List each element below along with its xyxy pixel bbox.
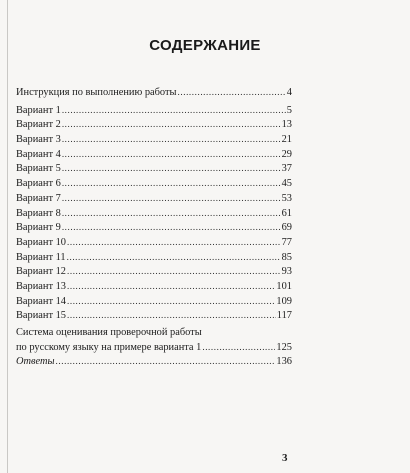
toc-entry-label: Вариант 7 [16, 192, 61, 204]
toc-entry-label: Вариант 14 [16, 295, 66, 307]
toc-entry-label: Вариант 13 [16, 280, 66, 292]
toc-entry-label: Вариант 1 [16, 104, 61, 116]
toc-entry-page: 29 [281, 148, 292, 160]
toc-leader-dots [62, 220, 281, 235]
toc-leader-dots [67, 294, 275, 309]
page-number: 3 [282, 452, 288, 464]
page-gutter-line [7, 0, 8, 473]
toc-entry-variant[interactable] [16, 147, 292, 162]
toc-leader-dots [62, 147, 281, 162]
toc-entry-page: 125 [276, 341, 292, 353]
toc-entry-page: 61 [281, 207, 292, 219]
toc-entry-page: 69 [281, 222, 292, 234]
toc-entry-label: Вариант 10 [16, 236, 66, 248]
toc-entry-page: 4 [286, 87, 292, 98]
toc-leader-dots [62, 161, 281, 176]
toc-entry-variant[interactable] [16, 294, 292, 309]
toc-entry-variant[interactable] [16, 220, 292, 235]
toc-entry-variant[interactable] [16, 264, 292, 279]
toc-entry-page: 85 [281, 251, 292, 263]
toc-entry-label: по русскому языку на примере варианта 1 [16, 341, 202, 353]
toc-leader-dots [62, 103, 286, 118]
toc-entry-variant[interactable] [16, 235, 292, 250]
toc-leader-dots [67, 308, 276, 323]
toc-entry-page: 117 [276, 310, 292, 322]
page-title: СОДЕРЖАНИЕ [149, 37, 261, 54]
toc-entry-variant[interactable] [16, 132, 292, 147]
toc-entry-page: 45 [281, 178, 292, 190]
toc-entry-variant[interactable] [16, 206, 292, 221]
toc-entry-label: Вариант 5 [16, 163, 61, 175]
toc-entry-label: Вариант 3 [16, 134, 61, 146]
toc-leader-dots [67, 250, 281, 265]
toc-entry-page: 101 [276, 280, 292, 292]
toc-entry-variant[interactable] [16, 176, 292, 191]
toc-entry-page: 37 [281, 163, 292, 175]
toc-entry-intro[interactable] [16, 85, 292, 100]
toc-entry-label: Вариант 11 [16, 251, 66, 263]
toc-entry-variant[interactable] [16, 191, 292, 206]
toc-entry-page: 77 [281, 236, 292, 248]
toc-leader-dots [178, 85, 286, 100]
toc-entry-variant[interactable] [16, 279, 292, 294]
toc-entry-label: Вариант 2 [16, 119, 61, 131]
toc-leader-dots [62, 132, 281, 147]
toc-leader-dots [56, 354, 276, 369]
toc-leader-dots [62, 117, 281, 132]
toc-entry-page: 53 [281, 192, 292, 204]
toc-entry-label: Ответы [16, 356, 55, 368]
toc-entry-label: Вариант 12 [16, 266, 66, 278]
toc-entry-page: 5 [286, 104, 292, 116]
toc-leader-dots [67, 235, 281, 250]
toc-entry-answers[interactable] [16, 354, 292, 369]
toc-entry-page: 136 [276, 356, 292, 368]
toc-entry-page: 21 [281, 134, 292, 146]
table-of-contents [16, 85, 292, 369]
toc-entry-grading-line1[interactable]: Система оценивания проверочной работы [16, 327, 202, 338]
toc-entry-variant[interactable] [16, 308, 292, 323]
toc-entry-page: 109 [276, 295, 292, 307]
toc-entry-page: 13 [281, 119, 292, 131]
toc-entry-variant[interactable] [16, 117, 292, 132]
toc-entry-variant[interactable] [16, 250, 292, 265]
toc-leader-dots [62, 176, 281, 191]
toc-leader-dots [67, 264, 281, 279]
toc-entry-label: Вариант 6 [16, 178, 61, 190]
toc-entry-label: Вариант 9 [16, 222, 61, 234]
toc-leader-dots [62, 206, 281, 221]
toc-entry-grading[interactable] [16, 340, 292, 355]
toc-entry-page: 93 [281, 266, 292, 278]
toc-entry-variant[interactable] [16, 161, 292, 176]
toc-entry-label: Инструкция по выполнению работы [16, 87, 177, 98]
toc-leader-dots [202, 340, 275, 355]
toc-entry-label: Вариант 4 [16, 148, 61, 160]
toc-entry-variant[interactable] [16, 103, 292, 118]
toc-leader-dots [67, 279, 275, 294]
toc-leader-dots [62, 191, 281, 206]
toc-entry-label: Вариант 15 [16, 310, 66, 322]
toc-entry-label: Вариант 8 [16, 207, 61, 219]
